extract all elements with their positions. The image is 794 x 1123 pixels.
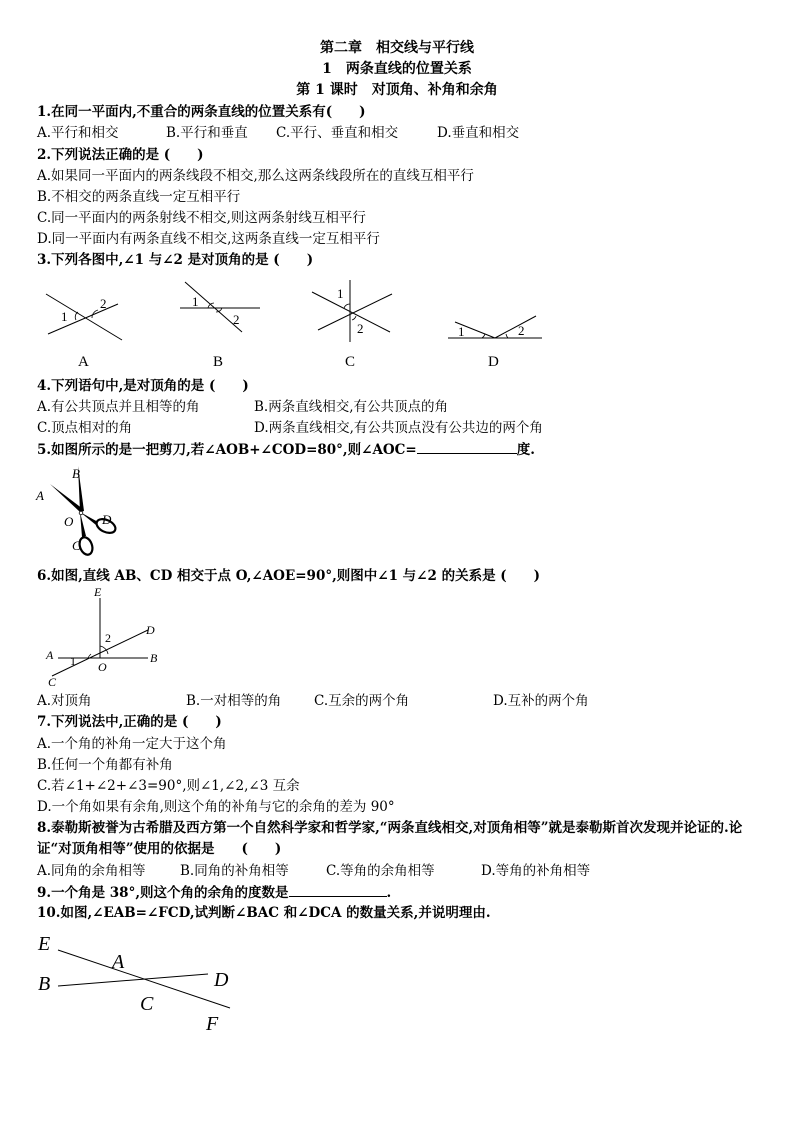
- q6-label-c: C: [48, 675, 57, 689]
- q3-figures: [30, 274, 570, 374]
- section-title: 1 两条直线的位置关系: [322, 61, 472, 77]
- q2-stem: 2.下列说法正确的是 ( ): [37, 147, 204, 163]
- q2-option-c: C.同一平面内的两条射线不相交,则这两条射线互相平行: [37, 210, 366, 226]
- q5-label-a: A: [36, 488, 44, 503]
- q3-c-angle-2: 2: [357, 321, 364, 336]
- q5-stem-text: 5.如图所示的是一把剪刀,若∠AOB+∠COD=80°,则∠AOC=: [37, 442, 417, 458]
- q2-option-b: B.不相交的两条直线一定互相平行: [37, 189, 241, 205]
- chapter-title: 第二章 相交线与平行线: [320, 40, 474, 56]
- q1-option-c: C.平行、垂直和相交: [276, 125, 399, 141]
- q5-label-c: C: [72, 538, 81, 553]
- q3-label-a: A: [78, 354, 89, 370]
- q5-label-b: B: [72, 466, 80, 481]
- q2-option-d: D.同一平面内有两条直线不相交,这两条直线一定互相平行: [37, 231, 380, 247]
- q9-stem: [37, 882, 777, 903]
- q7-option-b: B.任何一个角都有补角: [37, 757, 173, 773]
- q8-stem: 8.泰勒斯被誉为古希腊及西方第一个自然科学家和哲学家,“两条直线相交,对顶角相等”就是泰勒斯首次发现并论证的.论证“对顶角相等”使用的依据是 ( ): [37, 820, 743, 857]
- q4-option-c: C.顶点相对的角: [37, 420, 133, 436]
- q9-stem-text: 9.一个角是 38°,则这个角的余角的度数是: [37, 885, 289, 901]
- q6-figure: [30, 584, 190, 690]
- q10-stem: 10.如图,∠EAB=∠FCD,试判断∠BAC 和∠DCA 的数量关系,并说明理由.: [37, 905, 491, 921]
- q6-angle-2: 2: [105, 631, 111, 645]
- q4-option-b: B.两条直线相交,有公共顶点的角: [254, 399, 449, 415]
- q3-b-angle-1: 1: [192, 294, 199, 309]
- q6-label-o: O: [98, 660, 107, 674]
- q10-label-c: C: [140, 993, 154, 1015]
- q10-label-d: D: [214, 969, 229, 991]
- q6-stem: 6.如图,直线 AB、CD 相交于点 O,∠AOE=90°,则图中∠1 与∠2 的关系是 ( ): [37, 568, 541, 584]
- q3-figure-b: [180, 282, 260, 370]
- q3-figure-d: [448, 316, 542, 370]
- q2-option-a: A.如果同一平面内的两条线段不相交,那么这两条线段所在的直线互相平行: [37, 168, 474, 184]
- q6-option-a: A.对顶角: [37, 693, 92, 709]
- q3-b-angle-2: 2: [233, 312, 240, 327]
- q3-c-angle-1: 1: [337, 286, 344, 301]
- q10-label-f: F: [206, 1013, 219, 1035]
- q5-answer-blank[interactable]: [417, 439, 517, 454]
- q4-stem: 4.下列语句中,是对顶角的是 ( ): [37, 378, 249, 394]
- q3-a-angle-1: 1: [61, 309, 68, 324]
- q4-option-a: A.有公共顶点并且相等的角: [37, 399, 200, 415]
- q5-stem: [37, 439, 777, 460]
- q6-label-e: E: [94, 585, 102, 599]
- q5-stem-end: 度.: [516, 442, 535, 458]
- q8-option-b: B.同角的补角相等: [180, 863, 289, 879]
- q7-option-d: D.一个角如果有余角,则这个角的补角与它的余角的差为 90°: [37, 799, 395, 815]
- q7-option-c: C.若∠1+∠2+∠3=90°,则∠1,∠2,∠3 互余: [37, 778, 300, 794]
- q6-angle-1: 1: [70, 654, 76, 668]
- q6-label-a: A: [46, 648, 54, 662]
- q3-figure-a: [46, 294, 122, 370]
- q1-option-b: B.平行和垂直: [166, 125, 248, 141]
- q3-a-angle-2: 2: [100, 296, 107, 311]
- q3-stem: 3.下列各图中,∠1 与∠2 是对顶角的是 ( ): [37, 252, 314, 268]
- q3-d-angle-2: 2: [518, 323, 525, 338]
- q6-label-b: B: [150, 651, 158, 665]
- q5-label-d: D: [102, 512, 112, 527]
- q7-stem: 7.下列说法中,正确的是 ( ): [37, 714, 222, 730]
- q6-option-c: C.互余的两个角: [314, 693, 410, 709]
- q4-option-d: D.两条直线相交,有公共顶点没有公共边的两个角: [254, 420, 543, 436]
- q6-label-d: D: [146, 623, 155, 637]
- q6-option-b: B.一对相等的角: [186, 693, 282, 709]
- q1-option-d: D.垂直和相交: [437, 125, 520, 141]
- q5-scissors-figure: [30, 462, 140, 560]
- q1-option-a: A.平行和相交: [37, 125, 119, 141]
- q3-d-angle-1: 1: [458, 324, 465, 339]
- q10-label-a: A: [112, 951, 125, 973]
- q3-label-c: C: [345, 354, 356, 370]
- q3-label-d: D: [488, 354, 499, 370]
- q5-label-o: O: [64, 514, 74, 529]
- lesson-title: 第 1 课时 对顶角、补角和余角: [296, 82, 498, 98]
- q9-stem-end: .: [386, 885, 392, 901]
- q3-figure-c: [312, 280, 392, 370]
- q3-label-b: B: [213, 354, 224, 370]
- q8-option-a: A.同角的余角相等: [37, 863, 146, 879]
- q7-option-a: A.一个角的补角一定大于这个角: [37, 736, 227, 752]
- q10-label-b: B: [38, 973, 51, 995]
- q8-option-d: D.等角的补角相等: [481, 863, 591, 879]
- q9-answer-blank[interactable]: [289, 882, 387, 897]
- q1-stem: 1.在同一平面内,不重合的两条直线的位置关系有( ): [37, 104, 366, 120]
- q6-option-d: D.互补的两个角: [493, 693, 589, 709]
- q10-label-e: E: [38, 933, 51, 955]
- q8-option-c: C.等角的余角相等: [326, 863, 435, 879]
- q10-figure: [30, 926, 250, 1038]
